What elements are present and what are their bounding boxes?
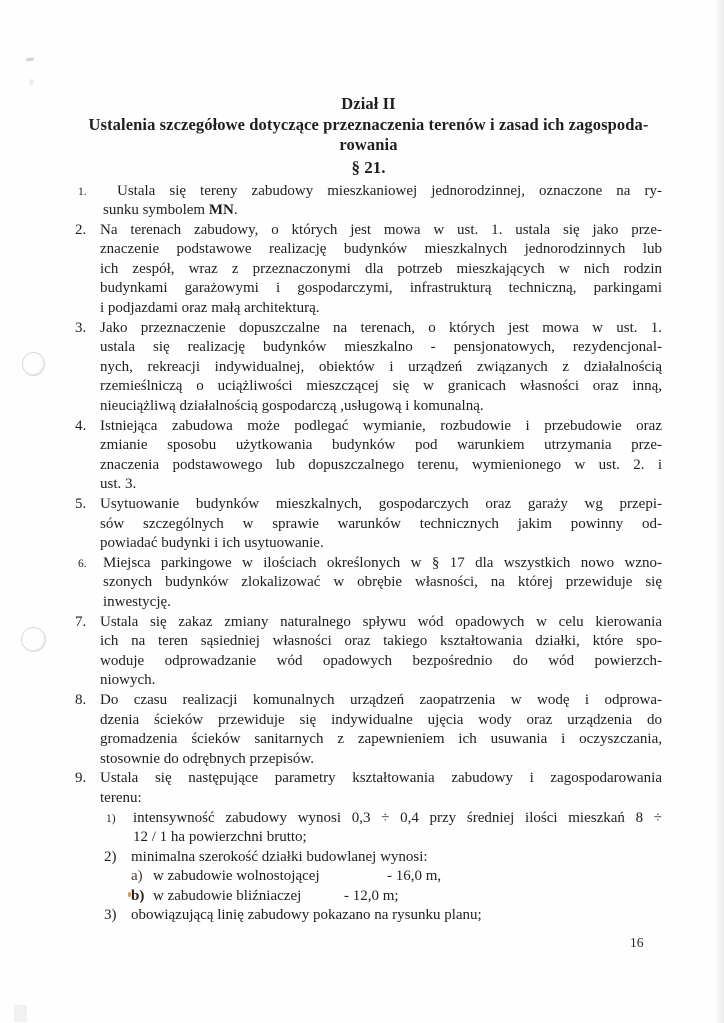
text-line: Ustala się zakaz zmiany naturalnego spływu wód opadowych w celu kierowania: [100, 613, 662, 630]
list-item: [75, 691, 662, 769]
letter-item-value: - 12,0 m;: [344, 887, 399, 904]
letter-item-value: - 16,0 m,: [387, 868, 442, 885]
text-line: sunku symbolem MN.: [103, 202, 238, 219]
text-line: Ustala się tereny zabudowy mieszkaniowej jednorodzinnej, oznaczone na ry-: [117, 182, 662, 199]
letter-item-number: a): [131, 868, 143, 885]
item-number: 7.: [75, 613, 87, 630]
scan-speck-icon: [128, 892, 131, 897]
text-line: dzenia ścieków przewiduje się indywidualne ujęcia wody oraz urządzenia do: [100, 711, 662, 728]
letter-item: [75, 887, 662, 907]
section-heading: § 21.: [351, 157, 386, 177]
list-item: [75, 417, 662, 495]
sub-list: [75, 809, 662, 868]
text-line: Na terenach zabudowy, o których jest mowa w ust. 1. ustala się jako prze-: [100, 221, 662, 238]
item-number: 5.: [75, 496, 87, 512]
scan-mark: [26, 57, 34, 61]
text-line: ich zespół, wraz z przeznaczonymi dla potrzeb mieszkających w nich rodzin: [100, 260, 662, 277]
text-line: ust. 3.: [100, 476, 137, 493]
list-item: [75, 769, 662, 808]
item-text: [100, 495, 662, 554]
text-line: minimalna szerokość działki budowlanej wynosi:: [131, 848, 428, 865]
sub-item: [104, 906, 662, 926]
text-line: niowych.: [100, 672, 156, 689]
list-item: [75, 613, 662, 691]
binder-hole-artifact: [21, 627, 46, 652]
page-edge-shadow: [715, 0, 724, 1023]
text-line: szonych budynków zlokalizować w obrębie własności, na której przewiduje się: [103, 574, 662, 591]
text-line: terenu:: [100, 789, 142, 806]
text-line: ich na teren sąsiedniej własności oraz takiego kształtowania działki, które spo-: [100, 633, 662, 650]
text-line: obowiązującą linię zabudowy pokazano na rysunku planu;: [131, 907, 482, 924]
letter-item-number-text: b): [131, 887, 145, 904]
text-line: powiadać budynki i ich usytuowanie.: [100, 535, 324, 552]
text-line: nieuciążliwą działalnością gospodarczą ,usługową i komunalną.: [100, 398, 484, 415]
binder-hole-artifact: [22, 352, 45, 376]
text-line: Miejsca parkingowe w ilościach określonych w § 17 dla wszystkich nowo wzno-: [103, 554, 662, 571]
letter-item-number: [131, 887, 153, 907]
sub-item: [104, 848, 662, 868]
ordinance-list: [75, 182, 662, 927]
text-line: znaczenia podstawowego lub dopuszczalnego terenu, wymienionego w ust. 2. i: [100, 456, 662, 473]
text-line: i podjazdami oraz małą architekturą.: [100, 300, 320, 317]
text-line: 12 / 1 ha powierzchni brutto;: [133, 829, 307, 846]
text-line: inwestycję.: [103, 593, 171, 610]
sub-item-number: 3): [104, 907, 117, 924]
text-line: rzemieślniczą o uciążliwości mieszczącej się w granicach własności oraz inną,: [100, 378, 662, 395]
sub-item-text: [133, 809, 662, 848]
text-line: sów szczególnych w sprawie warunków technicznych jakim powinny od-: [100, 515, 662, 532]
text-line: Usytuowanie budynków mieszkalnych, gospodarczych oraz garaży wg przepi-: [100, 496, 662, 512]
document-title-line: Ustalenia szczegółowe dotyczące przeznaczenia terenów i zasad ich zagospoda-: [88, 114, 649, 134]
text-line: Do czasu realizacji komunalnych urządzeń zaopatrzenia w wodę i odprowa-: [100, 691, 662, 708]
item-text: [103, 182, 662, 221]
item-text: [100, 417, 662, 495]
item-number: 6.: [78, 557, 87, 570]
letter-item: [75, 867, 662, 887]
item-number: 2.: [75, 221, 87, 238]
text-line: stosownie do odrębnych przepisów.: [100, 750, 314, 767]
item-number: 4.: [75, 417, 87, 434]
item-text: [103, 554, 662, 613]
sub-list: [75, 906, 662, 926]
scan-mark: [14, 1005, 27, 1022]
item-number: 3.: [75, 319, 87, 336]
document-content: [75, 94, 662, 926]
chapter-heading: Dział II: [341, 94, 396, 113]
item-text: [100, 221, 662, 319]
text-line: ustala się realizację budynków mieszkalno - pensjonatowych, rezydencjonal-: [100, 339, 662, 356]
item-number: 8.: [75, 691, 87, 708]
text-line: zmianie sposobu użytkowania budynków pod warunkiem utrzymania prze-: [100, 437, 662, 454]
sub-item-number: 1): [106, 812, 116, 825]
list-item: [75, 221, 662, 319]
item-number: 9.: [75, 770, 87, 787]
list-item: [75, 182, 662, 221]
page-number: 16: [630, 935, 644, 950]
list-item: [75, 319, 662, 417]
text-line: Jako przeznaczenie dopuszczalne na terenach, o których jest mowa w ust. 1.: [100, 319, 662, 336]
item-text: [100, 769, 662, 808]
text-line: nych, rekreacji indywidualnej, obiektów i urządzeń związanych z działalnością: [100, 358, 662, 375]
sub-item-text: [131, 848, 662, 868]
text-line: Istniejąca zabudowa może podlegać wymianie, rozbudowie i przebudowie oraz: [100, 417, 662, 434]
letter-item-label: w zabudowie bliźniaczej: [153, 887, 302, 904]
text-line: gromadzenia ścieków sanitarnych z zapewnieniem ich usuwania i oczyszczania,: [100, 731, 662, 748]
sub-item: [104, 809, 662, 848]
item-text: [100, 319, 662, 417]
text-line: woduje odprowadzanie wód opadowych bezpośrednio do wód powierzch-: [100, 652, 662, 669]
scan-mark: [29, 79, 34, 85]
text-line: budynkami garażowymi i gospodarczymi, infrastrukturą techniczną, parkingami: [100, 280, 662, 297]
sub-item-number: 2): [104, 848, 117, 865]
item-number: 1.: [78, 185, 87, 198]
list-item: [75, 554, 662, 613]
item-text: [100, 613, 662, 691]
text-line: Ustala się następujące parametry kształtowania zabudowy i zagospodarowania: [100, 770, 662, 787]
text-line: intensywność zabudowy wynosi 0,3 ÷ 0,4 przy średniej ilości mieszkań 8 ÷: [133, 809, 662, 826]
letter-item-label: w zabudowie wolnostojącej: [153, 868, 320, 885]
text-line: znaczenie podstawowe realizację budynków mieszkalnych jednorodzinnych lub: [100, 241, 662, 258]
list-item: [75, 495, 662, 554]
item-text: [100, 691, 662, 769]
document-title-line: rowania: [339, 135, 398, 154]
sub-item-text: [131, 906, 662, 926]
